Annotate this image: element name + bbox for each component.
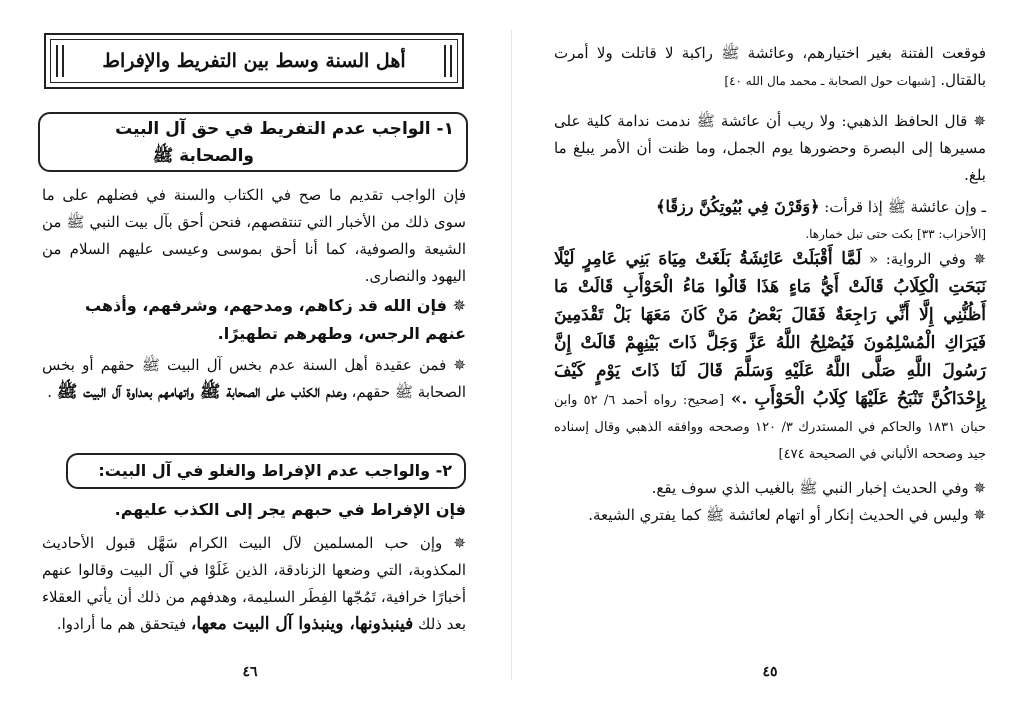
bold-paragraph: ✵ فإن الله قد زكاهم، ومدحهم، وشرفهم، وأذهب عنهم الرجس، وطهرهم تطهيرًا. [84,296,466,343]
paragraph-text: فوقعت الفتنة بغير اختيارهم، وعائشة ﷺ راكبة لا قاتلت ولا أمرت بالقتال. [554,44,986,89]
section-heading-2: ٢- والواجب عدم الإفراط والغلو في آل البيت: [66,453,466,489]
paragraph [554,40,986,95]
section-heading-1-line1: ١- الواجب عدم التفريط في حق آل البيت [115,119,454,139]
citation: [صحيح: رواه أحمد ٦/ ٥٢ وابن حبان ١٨٣١ والحاكم في المستدرك ٣/ ١٢٠ وصححه ووافقه الذهبي وقال إسناده جيد وصححه الألباني في الصحيحة ٤٧٤] [554,393,986,462]
bold-paragraph: فإن الإفراط في حبهم يجر إلى الكذب عليهم. [114,500,466,519]
paragraph: ✵ قال الحافظ الذهبي: ولا ريب أن عائشة ﷺ ندمت ندامة كلية على مسيرها إلى البصرة وحضورها يوم الجمل، وما ظنت أن الأمر يبلغ ما بلغ. [554,112,986,184]
paragraph-text: ✵ وإن حب المسلمين لآل البيت الكرام سَهَّل قبول الأحاديث المكذوبة، التي وضعها الزنادقة، الذين غَلَوْا في آل البيت وقالوا عنهم أخبارًا خرافية، تَمُجّها الفِطَر السليمة، وهدفهم من ذلك أن يأتي العقلاء بعد ذلك [42,534,466,633]
paragraph-bold-text: وعدم الكذب على الصحابة ﷺ واتهامهم بعداوة آل البيت ﷺ [56,382,347,402]
citation: [شبهات حول الصحابة ـ محمد مال الله ٤٠] [724,74,936,88]
hadith-text: لَمَّا أَقْبَلَتْ عَائِشَةُ بَلَغَتْ مِيَاهَ بَنِي عَامِرٍ لَيْلًا نَبَحَتِ الْكِلَابُ قَالَتْ أَيُّ مَاءٍ هَذَا قَالُوا مَاءُ الْحَوْأَبِ قَالَتْ مَا أَظُنُّنِي إِلَّا أَنِّي رَاجِعَةٌ فَقَالَ بَعْضُ مَنْ كَانَ مَعَهَا بَلْ تَقْدَمِينَ فَيَرَاكِ الْمُسْلِمُونَ فَيُصْلِحُ اللَّهُ عَزَّ وَجَلَّ ذَاتَ بَيْنِهِمْ قَالَتْ إِنَّ رَسُولَ اللَّهِ صَلَّى اللَّهُ عَلَيْهِ وَسَلَّمَ قَالَ لَنَا ذَاتَ يَوْمٍ كَيْفَ بِإِحْدَاكُنَّ تَنْبَحُ عَلَيْهَا كِلَابُ الْحَوْأَبِ [554,249,986,409]
page-number: ٤٥ [762,664,778,680]
chapter-title: أهل السنة وسط بين التفريط والإفراط [102,50,406,72]
paragraph-text: ✵ وفي الرواية: « [869,250,986,268]
quran-verse: ﴿وَقَرْنَ فِي بُيُوتِكُنَّ رزقًا﴾ [656,197,820,216]
paragraph [554,193,986,248]
paragraph-text: ✵ وليس في الحديث إنكار أو اتهام لعائشة ﷺ كما يفتري الشيعة. [588,506,986,524]
paragraph-text: ✵ وفي الحديث إخبار النبي ﷺ بالغيب الذي سوف يقع. [651,479,986,497]
paragraph-text: ✵ فمن عقيدة أهل السنة عدم بخس آل البيت ﷺ حقهم أو بخس الصحابة ﷺ حقهم، [42,356,466,401]
paragraph [554,475,986,529]
citation: [الأحزاب: ٣٣] بكت حتى تبل خمارها. [805,227,986,241]
paragraph-bold-text: فينبذونها، وينبذوا آل البيت معها، [190,614,414,634]
hadith-paragraph [554,245,986,467]
hadith-close: .» [730,389,748,409]
paragraph-text: ـ وإن عائشة ﷺ إذا قرأت: [824,198,986,216]
section-heading-1-line2: والصحابة ﷺ [152,146,254,166]
page-number: ٤٦ [242,664,258,680]
paragraph-end: . [47,383,53,401]
paragraph: فإن الواجب تقديم ما صح في الكتاب والسنة في فضلهم على ما سوى ذلك من الأخبار التي تنتقصهم، فنحن أحق بآل بيت النبي ﷺ من الشيعة والصوفية، كما أنا أحق بموسى وعيسى عليهم السلام من اليهود والنصارى. [42,186,466,285]
paragraph-end: فيتحقق هم ما أرادوا. [56,615,187,633]
